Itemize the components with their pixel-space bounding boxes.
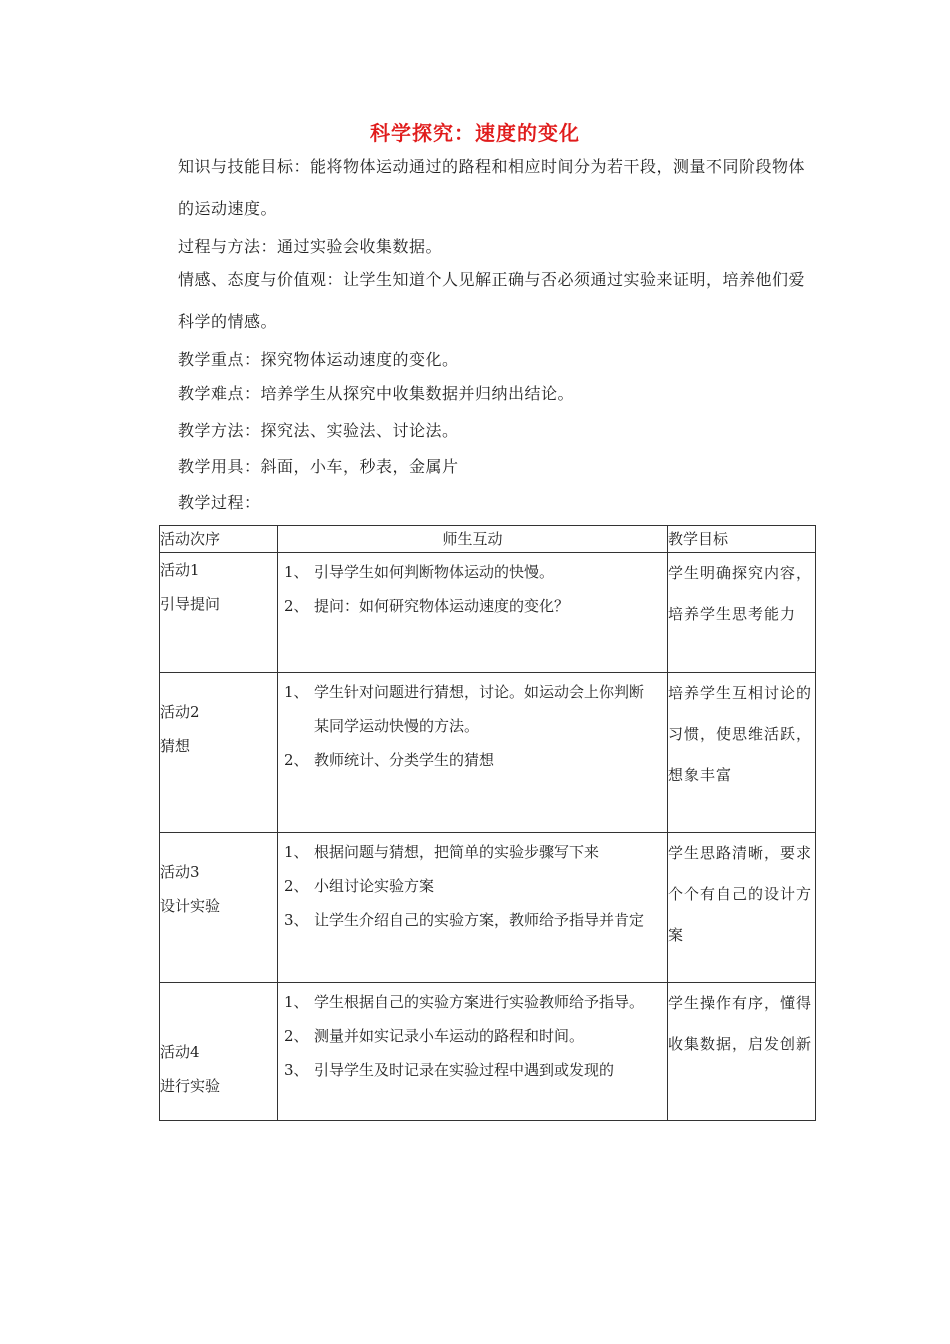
step-text: 教师统计、分类学生的猜想 xyxy=(314,751,495,769)
step-list xyxy=(278,833,667,937)
activity-name: 设计实验 xyxy=(160,897,221,915)
activity-name: 猜想 xyxy=(160,737,191,755)
list-item xyxy=(284,1019,657,1053)
objective-attitude-values: 情感、态度与价值观：让学生知道个人见解正确与否必须通过实验来证明，培养他们爱科学的情感。 xyxy=(178,270,806,331)
table-row xyxy=(160,983,816,1121)
table-row xyxy=(160,833,816,983)
step-list xyxy=(278,673,667,777)
header-teaching-goal: 教学目标 xyxy=(668,526,816,553)
interaction-cell xyxy=(278,833,668,983)
step-text: 引导学生及时记录在实验过程中遇到或发现的 xyxy=(314,1061,615,1079)
step-number: 2、 xyxy=(284,1027,309,1045)
step-number: 1、 xyxy=(284,843,309,861)
step-number: 1、 xyxy=(284,683,309,701)
teaching-tools: 教学用具：斜面，小车，秒表，金属片 xyxy=(178,457,459,476)
list-item xyxy=(284,555,657,589)
step-number: 2、 xyxy=(284,877,309,895)
list-item xyxy=(284,985,657,1019)
teaching-goal-cell: 学生明确探究内容，培养学生思考能力 xyxy=(668,553,816,673)
list-item xyxy=(284,869,657,903)
step-number: 2、 xyxy=(284,597,309,615)
teaching-methods: 教学方法：探究法、实验法、讨论法。 xyxy=(178,421,459,440)
activity-number: 活动1 xyxy=(160,561,200,579)
table-row xyxy=(160,673,816,833)
step-number: 2、 xyxy=(284,751,309,769)
step-text: 根据问题与猜想，把简单的实验步骤写下来 xyxy=(314,843,600,861)
activity-number: 活动2 xyxy=(160,703,200,721)
step-number: 3、 xyxy=(284,911,309,929)
step-text: 让学生介绍自己的实验方案，教师给予指导并肯定 xyxy=(314,911,645,929)
page-title: 科学探究：速度的变化 xyxy=(370,121,580,145)
interaction-cell xyxy=(278,673,668,833)
step-list xyxy=(278,983,667,1087)
teaching-process-heading: 教学过程： xyxy=(178,493,261,512)
activity-number: 活动4 xyxy=(160,1043,200,1061)
list-item xyxy=(284,1053,657,1087)
objective-knowledge-skills: 知识与技能目标：能将物体运动通过的路程和相应时间分为若干段，测量不同阶段物体的运动速度。 xyxy=(178,157,806,218)
step-number: 3、 xyxy=(284,1061,309,1079)
activity-cell xyxy=(160,833,278,983)
teaching-difficulty: 教学难点：培养学生从探究中收集数据并归纳出结论。 xyxy=(178,384,575,403)
table-row xyxy=(160,553,816,673)
step-text: 引导学生如何判断物体运动的快慢。 xyxy=(314,563,555,581)
interaction-cell xyxy=(278,983,668,1121)
interaction-cell xyxy=(278,553,668,673)
list-item xyxy=(284,675,657,743)
activity-cell xyxy=(160,673,278,833)
step-number: 1、 xyxy=(284,993,309,1011)
list-item xyxy=(284,589,657,623)
activity-cell xyxy=(160,983,278,1121)
list-item xyxy=(284,743,657,777)
step-number: 1、 xyxy=(284,563,309,581)
teaching-goal-cell: 培养学生互相讨论的习惯，使思维活跃，想象丰富 xyxy=(668,673,816,833)
teaching-key-point: 教学重点：探究物体运动速度的变化。 xyxy=(178,350,459,369)
objective-process-method: 过程与方法：通过实验会收集数据。 xyxy=(178,237,443,256)
list-item xyxy=(284,903,657,937)
header-activity-order: 活动次序 xyxy=(160,526,278,553)
step-text: 学生根据自己的实验方案进行实验教师给予指导。 xyxy=(314,993,645,1011)
step-list xyxy=(278,553,667,623)
teaching-goal-cell: 学生思路清晰，要求个个有自己的设计方案 xyxy=(668,833,816,983)
activity-name: 进行实验 xyxy=(160,1077,221,1095)
activity-cell xyxy=(160,553,278,673)
activity-name: 引导提问 xyxy=(160,595,221,613)
table-header-row xyxy=(160,526,816,553)
step-text: 小组讨论实验方案 xyxy=(314,877,435,895)
step-text: 提问：如何研究物体运动速度的变化？ xyxy=(314,597,570,615)
teaching-goal-cell: 学生操作有序，懂得收集数据，启发创新 xyxy=(668,983,816,1121)
teaching-process-table xyxy=(159,525,816,1121)
header-interaction: 师生互动 xyxy=(278,526,668,553)
step-text: 测量并如实记录小车运动的路程和时间。 xyxy=(314,1027,585,1045)
activity-number: 活动3 xyxy=(160,863,200,881)
step-text: 学生针对问题进行猜想，讨论。如运动会上你判断某同学运动快慢的方法。 xyxy=(314,683,645,735)
list-item xyxy=(284,835,657,869)
